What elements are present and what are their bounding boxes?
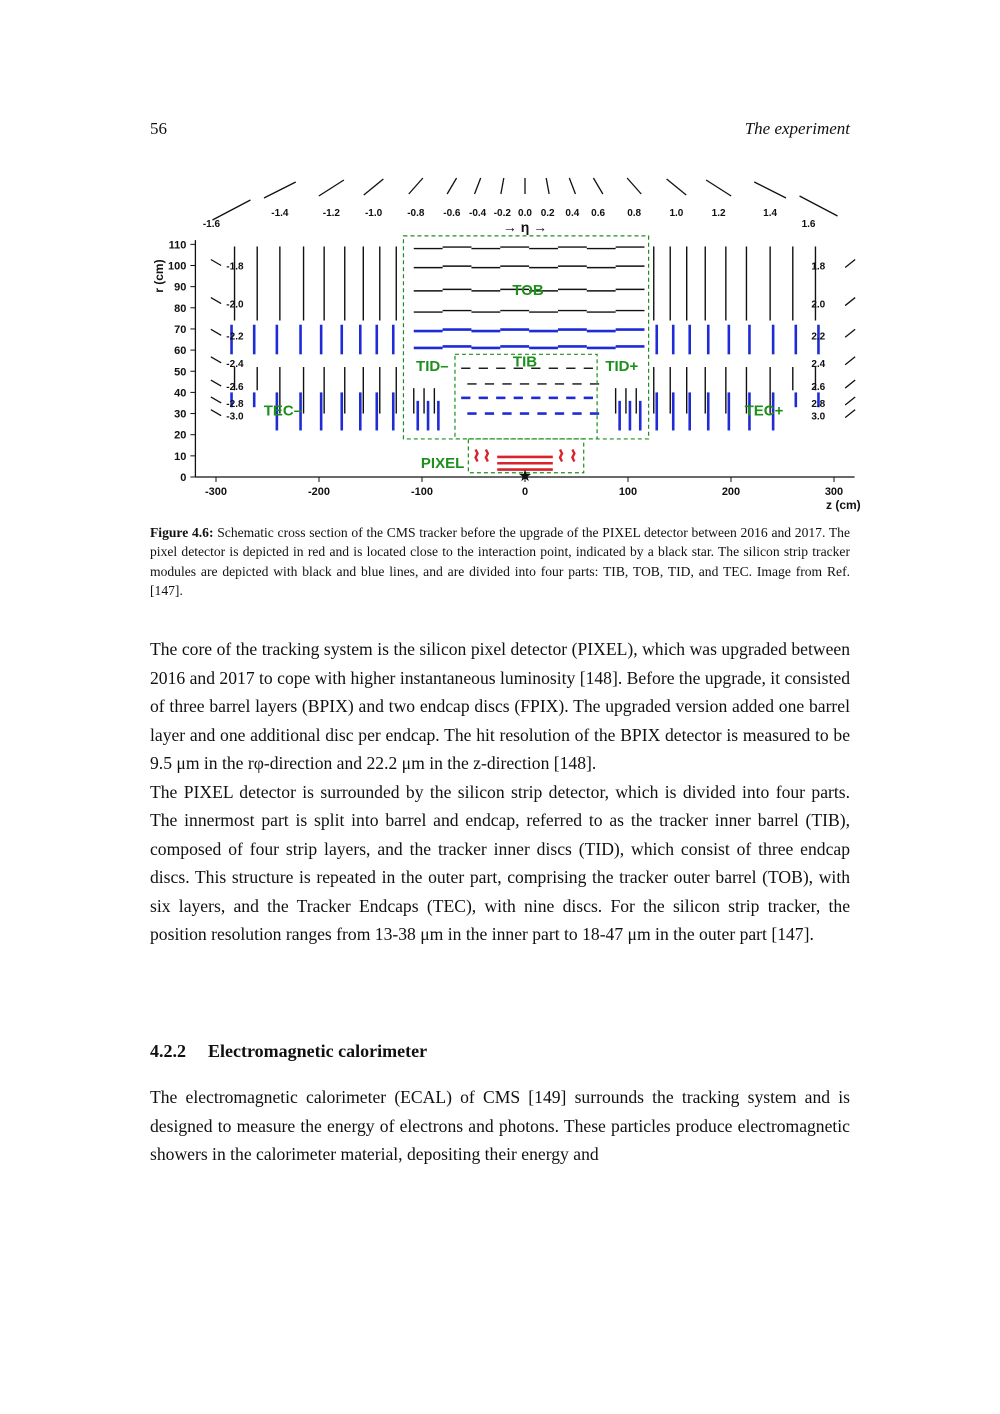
x-tick-label: 200 [721,486,741,498]
page-number: 56 [150,119,167,138]
eta-tick [845,260,855,268]
interaction-point-star: ★ [517,468,533,485]
eta-label: 0.4 [565,208,580,219]
caption-label: Figure 4.6: [150,525,214,540]
region-label: TID+ [605,357,639,375]
eta-tick [845,380,855,388]
x-tick-label: -300 [204,486,228,498]
eta-arrow-label: → η → [502,219,548,235]
y-tick-label: 60 [174,345,187,358]
region-label: TIB [512,353,538,371]
eta-tick [800,196,838,216]
paragraph: The electromagnetic calorimeter (ECAL) of CMS [149] surrounds the tracking system and is designed to measure the energy of electrons and photons. These particles produce electromagnetic showers in the calorimeter material, depositing their energy and [150,1087,850,1164]
eta-label: 1.6 [801,219,816,230]
eta-label: -2.4 [226,358,244,370]
pixel-disc [560,450,562,462]
eta-tick [845,357,855,365]
eta-label: -3.0 [226,411,244,423]
eta-label: 0.0 [518,208,532,219]
eta-label: -2.6 [226,382,244,394]
eta-tick [211,410,221,416]
eta-label: -2.0 [226,299,244,311]
x-axis-label: z (cm) [826,498,861,512]
paragraph: The PIXEL detector is surrounded by the silicon strip detector, which is divided into four parts. The innermost part is split into barrel and endcap, referred to as the tracker inner barrel (TIB), composed of four strip layers, and the tracker inner discs (TID), which consist of three endcap discs. This structure is repeated in the outer part, comprising the tracker outer barrel (TOB), with six layers, and the Tracker Endcaps (TEC), with nine discs. For the silicon strip tracker, the position resolution ranges from 13-38 μm in the inner part to 18-47 μm in the outer part [147]. [150,781,850,944]
eta-tick [845,298,855,306]
region-label: TOB [512,281,544,299]
pixel-disc [476,450,478,462]
section-number: 4.2.2 [150,1041,186,1061]
eta-label: 0.2 [540,208,555,219]
eta-label: 2.8 [811,398,826,410]
y-tick-label: 90 [174,281,187,294]
eta-label: 2.6 [811,382,826,394]
eta-tick [447,178,456,194]
y-tick-label: 110 [168,239,187,252]
eta-tick [364,179,384,195]
eta-tick [845,329,855,337]
eta-label: 1.8 [811,261,826,273]
eta-tick [475,178,481,194]
eta-tick [211,357,221,363]
eta-tick [211,260,221,266]
running-title: The experiment [744,119,850,138]
eta-label: 2.2 [811,331,826,343]
eta-tick [211,397,221,403]
eta-label: -0.2 [493,208,511,219]
region-label: PIXEL [420,455,465,473]
y-tick-label: 30 [174,408,187,421]
eta-label: 2.4 [811,358,826,370]
eta-label: -0.8 [407,208,425,219]
y-axis-label: r (cm) [152,259,166,293]
x-tick-label: -200 [307,486,331,498]
region-label: TEC+ [744,402,784,420]
eta-label: -0.6 [443,208,461,219]
eta-tick [627,178,641,194]
paragraph: The core of the tracking system is the silicon pixel detector (PIXEL), which was upgraded between 2016 and 2017 to cope with higher instantaneous luminosity [148]. Before the upgrade, it consisted of three barrel layers (BPIX) and two endcap discs (FPIX). The upgraded version added one barrel layer and one additional disc per endcap. The hit resolution of the BPIX detector is measured to be 9.5 μm in the rφ-direction and 22.2 μm in the z-direction [148]. [150,639,850,773]
eta-tick [211,298,221,304]
eta-label: -2.2 [226,331,244,343]
figure-labels [152,208,861,512]
eta-tick [211,380,221,386]
eta-label: -1.6 [202,219,221,230]
eta-tick [501,178,504,194]
y-tick-label: 80 [174,302,187,315]
eta-label: -1.0 [364,208,383,219]
pixel-disc [572,450,574,462]
y-tick-label: 0 [180,472,187,484]
eta-label: -1.4 [271,208,289,219]
y-tick-label: 10 [174,450,187,463]
paragraph-block-1 [150,635,850,949]
eta-tick [706,180,731,196]
eta-label: -2.8 [226,398,244,410]
region-label: TID– [416,357,449,375]
y-tick-label: 50 [174,366,187,379]
eta-label: -1.8 [226,261,244,273]
eta-tick [409,178,423,194]
eta-label: -0.4 [469,208,487,219]
x-tick-label: 100 [618,486,638,498]
y-tick-label: 20 [174,429,187,442]
y-tick-label: 40 [174,387,187,400]
eta-tick [593,178,602,194]
eta-tick [211,329,221,335]
cms-tracker-figure [145,170,865,515]
y-tick-label: 70 [174,323,187,336]
x-tick-label: 0 [521,486,529,498]
x-tick-label: -100 [410,486,434,498]
x-tick-label: 300 [824,486,844,498]
figure-caption [150,523,850,600]
eta-tick [845,397,855,405]
eta-label: 1.2 [711,208,726,219]
pixel-disc [486,450,488,462]
eta-label: 0.8 [627,208,642,219]
eta-label: 1.4 [763,208,778,219]
caption-text: Schematic cross section of the CMS tracker before the upgrade of the PIXEL detector between 2016 and 2017. The pixel detector is depicted in red and is located close to the interaction point, indicated by a black star. The silicon strip tracker modules are depicted with black and blue lines, and are divided into four parts: TIB, TOB, TID, and TEC. Image from Ref. [147]. [150,525,850,598]
eta-tick [546,178,549,194]
paragraph-block-2 [150,1083,850,1169]
eta-label: 2.0 [811,299,826,311]
eta-label: 0.6 [591,208,606,219]
eta-tick [319,180,344,196]
eta-tick [845,410,855,418]
region-label: TEC– [263,402,303,420]
eta-label: 3.0 [811,411,826,423]
eta-tick [264,182,296,198]
eta-label: 1.0 [669,208,684,219]
eta-tick [754,182,786,198]
eta-tick [667,179,687,195]
section-title: Electromagnetic calorimeter [208,1041,428,1061]
eta-label: -1.2 [322,208,340,219]
y-tick-label: 100 [168,260,187,273]
section-heading [150,1041,427,1062]
eta-tick [569,178,575,194]
eta-tick [212,200,250,220]
